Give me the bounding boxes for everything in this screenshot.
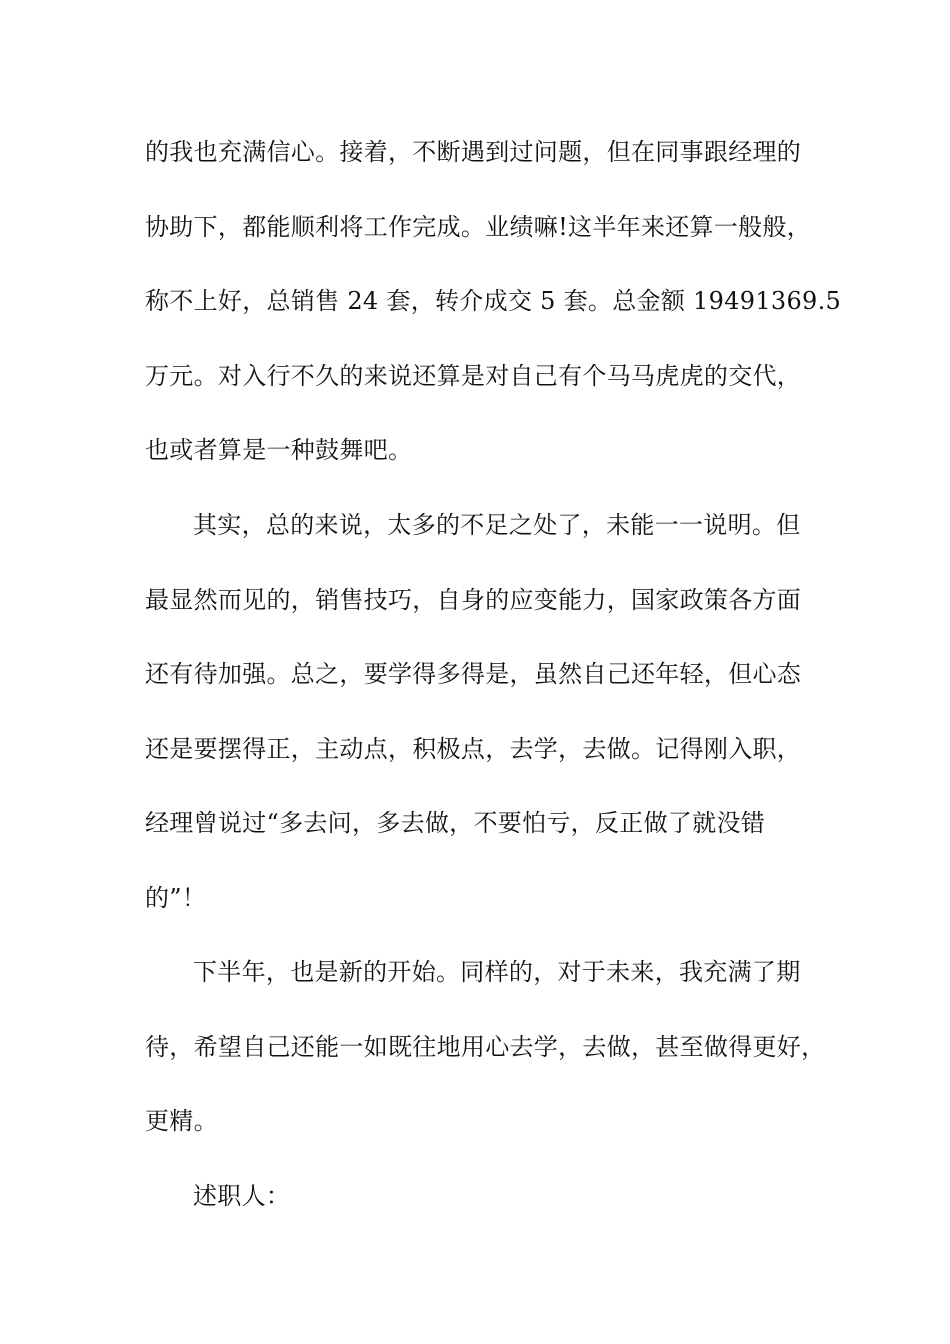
paragraph-line: 更精。 <box>145 1107 218 1135</box>
signature-label: 述职人： <box>193 1182 291 1210</box>
paragraph-line: 称不上好，总销售 24 套，转介成交 5 套。总金额 19491369.5 <box>145 287 842 315</box>
paragraph-line: 还是要摆得正，主动点，积极点，去学，去做。记得刚入职， <box>145 735 802 763</box>
paragraph-line: 最显然而见的，销售技巧，自身的应变能力，国家政策各方面 <box>145 586 802 614</box>
paragraph-line: 经理曾说过“多去问，多去做，不要怕亏，反正做了就没错 <box>145 809 766 837</box>
paragraph-line: 的”！ <box>145 884 207 912</box>
paragraph-line: 的我也充满信心。接着，不断遇到过问题，但在同事跟经理的 <box>145 138 802 166</box>
paragraph-line: 万元。对入行不久的来说还算是对自己有个马马虎虎的交代， <box>145 362 802 390</box>
paragraph-line: 也或者算是一种鼓舞吧。 <box>145 436 413 464</box>
paragraph-line: 还有待加强。总之，要学得多得是，虽然自己还年轻，但心态 <box>145 660 802 688</box>
paragraph-line: 其实，总的来说，太多的不足之处了，未能一一说明。但 <box>193 511 801 539</box>
paragraph-line: 下半年，也是新的开始。同样的，对于未来，我充满了期 <box>193 958 801 986</box>
paragraph-line: 待，希望自己还能一如既往地用心去学，去做，甚至做得更好， <box>145 1033 826 1061</box>
paragraph-line: 协助下，都能顺利将工作完成。业绩嘛!这半年来还算一般般， <box>145 213 812 241</box>
